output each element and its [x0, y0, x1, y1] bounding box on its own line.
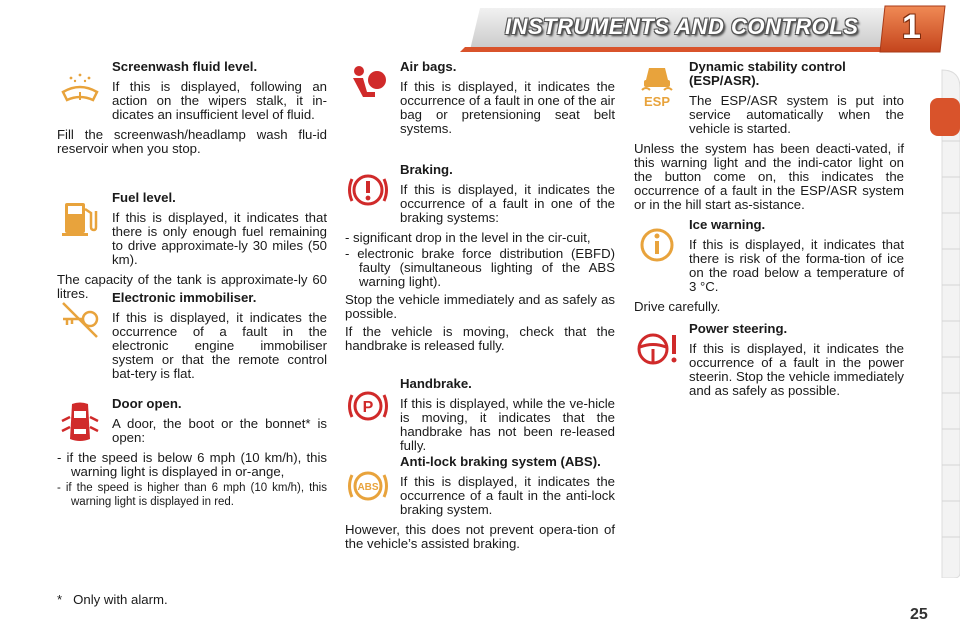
esp-icon-label: ESP [643, 94, 671, 109]
section-power-steering [634, 322, 904, 404]
section-handbrake [345, 377, 615, 459]
chapter-tabs [928, 68, 960, 578]
abs-icon-label: ABS [357, 482, 379, 493]
page-header [0, 0, 960, 55]
key-crossed-icon [57, 297, 103, 343]
section-title: Braking. [400, 162, 453, 177]
section-text: Stop the vehicle immediately and as safely as possible. [345, 292, 615, 321]
section-text: If this is displayed, it indicates the occurrence of a fault in one of the braking systems: [400, 182, 615, 225]
section-text: A door, the boot or the bonnet* is open: [112, 416, 327, 445]
section-immobiliser [57, 291, 327, 387]
steering-wheel-warning-icon [634, 326, 680, 372]
screenwash-icon [57, 66, 103, 112]
abs-icon [345, 463, 391, 509]
brake-warning-icon [345, 167, 391, 213]
section-ice-warning [634, 218, 904, 320]
section-text: If this is displayed, it indicates the occurrence of a fault in the power steerin. Stop the vehicle immediately and as safely as possible. [689, 341, 904, 398]
section-text: If the vehicle is moving, check that the handbrake is released fully. [345, 324, 615, 353]
section-title: Electronic immobiliser. [112, 290, 257, 305]
svg-text:P: P [362, 399, 374, 416]
list-item: - electronic brake force distribution (EBFD) faulty (simultaneous lighting of the ABS warning light). [345, 246, 615, 289]
section-text: If this is displayed, it indicates the occurrence of a fault in one of the air bag or pretensioning seat belt systems. [400, 79, 615, 136]
section-abs [345, 455, 615, 557]
section-braking [345, 163, 615, 359]
list-item: - if the speed is below 6 mph (10 km/h), this warning light is displayed in or-ange, [57, 450, 327, 479]
fault-list [345, 231, 615, 289]
section-title: Door open. [112, 396, 182, 411]
esp-icon [634, 64, 680, 110]
section-text: If this is displayed, it indicates the occurrence of a fault in the anti-lock braking system. [400, 474, 615, 517]
section-text: If this is displayed, it indicates that there is risk of the forma-tion of ice on the road below a temperature of 3 °C. [689, 237, 904, 294]
section-text: If this is displayed, following an action on the wipers stalk, it in-dicates an insufficient level of fluid. [112, 79, 327, 122]
handbrake-icon [345, 383, 391, 429]
fuel-pump-icon [57, 195, 103, 241]
chapter-number: 1 [902, 8, 921, 46]
info-icon [634, 222, 680, 268]
section-screenwash [57, 60, 327, 162]
section-air-bags [345, 60, 615, 142]
section-text: However, this does not prevent opera-tion of the vehicle’s assisted braking. [345, 522, 615, 551]
condition-list [57, 451, 327, 509]
chapter-title: INSTRUMENTS AND CONTROLS [505, 14, 859, 39]
section-text: If this is displayed, while the ve-hicle is moving, it indicates that the handbrake has not been re-leased fully. [400, 396, 615, 453]
section-text: Unless the system has been deacti-vated, if this warning light and the indi-cator light on the button come on, this indicates the occurrence of a fault in the ESP/ASR system or in the hill start as-sistance. [634, 141, 904, 212]
section-title: Air bags. [400, 59, 457, 74]
section-title: Ice warning. [689, 217, 766, 232]
section-esp [634, 60, 904, 218]
section-text: If this is displayed, it indicates that there is only enough fuel remaining to drive approximate-ly 30 miles (50 km). [112, 210, 327, 267]
list-item: - significant drop in the level in the cir-cuit, [345, 230, 591, 245]
section-door-open [57, 397, 327, 513]
airbag-icon [345, 62, 391, 108]
section-title: Handbrake. [400, 376, 472, 391]
section-title: Power steering. [689, 321, 788, 336]
tab-chapter-1-active[interactable] [930, 98, 960, 136]
section-title: Screenwash fluid level. [112, 59, 258, 74]
section-text: Fill the screenwash/headlamp wash flu-id reservoir when you stop. [57, 127, 327, 156]
section-text: The capacity of the tank is approximate-ly 60 litres. [57, 272, 327, 301]
section-title: Anti-lock braking system (ABS). [400, 454, 601, 469]
car-door-open-icon [57, 399, 103, 445]
page-number: 25 [910, 606, 928, 623]
section-text: If this is displayed, it indicates the occurrence of a fault in the electronic engine immobiliser system or that the remote control bat-tery is flat. [112, 310, 327, 381]
section-title: Dynamic stability control (ESP/ASR). [689, 59, 846, 88]
section-title: Fuel level. [112, 190, 176, 205]
section-text: Drive carefully. [634, 299, 721, 314]
list-item: - if the speed is higher than 6 mph (10 km/h), this warning light is displayed in red. [57, 482, 327, 508]
section-text: The ESP/ASR system is put into service automatically when the vehicle is started. [689, 93, 904, 136]
footnote: * Only with alarm. [57, 592, 168, 607]
